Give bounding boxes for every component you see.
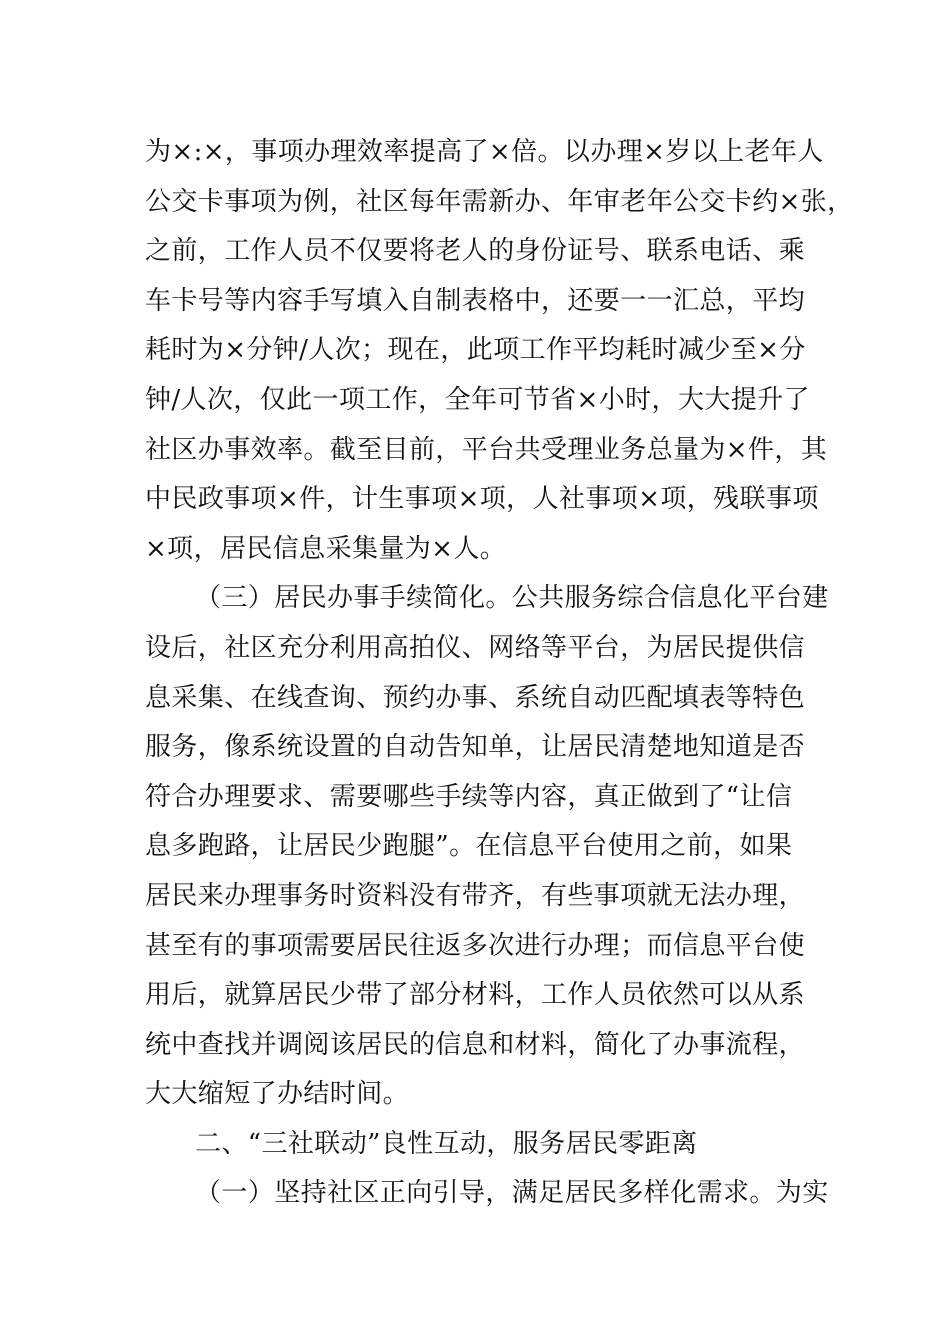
text-line: 甚至有的事项需要居民往返多次进行办理；而信息平台使 — [145, 930, 806, 961]
paragraph-heading-line: （一）坚持社区正向引导，满足居民多样化需求。为实 — [195, 1178, 829, 1209]
text-line: 为×:×，事项办理效率提高了×倍。以办理×岁以上老年人 — [145, 137, 824, 167]
text-line: 耗时为×分钟/人次；现在，此项工作平均耗时减少至×分 — [145, 335, 806, 366]
text-line: 符合办理要求、需要哪些手续等内容，真正做到了“让信 — [145, 781, 793, 812]
text-line: ×项，居民信息采集量为×人。 — [145, 533, 507, 564]
text-line: 社区办事效率。截至目前，平台共受理业务总量为×件，其 — [145, 434, 828, 465]
text-line: 车卡号等内容手写填入自制表格中，还要一一汇总，平均 — [145, 285, 806, 316]
text-line: 用后，就算居民少带了部分材料，工作人员依然可以从系 — [145, 980, 806, 1011]
text-line: 公交卡事项为例，社区每年需新办、年审老年公交卡约×张， — [145, 186, 854, 217]
text-line: 服务，像系统设置的自动告知单，让居民清楚地知道是否 — [145, 732, 806, 763]
text-line: 钟/人次，仅此一项工作，全年可节省×小时，大大提升了 — [145, 384, 810, 415]
section-heading: 二、“三社联动”良性互动，服务居民零距离 — [195, 1128, 698, 1159]
document-body — [145, 128, 854, 1219]
text-line: 统中查找并调阅该居民的信息和材料，简化了办事流程， — [145, 1029, 806, 1060]
text-line: 居民来办理事务时资料没有带齐，有些事项就无法办理， — [145, 880, 806, 911]
text-line: 大大缩短了办结时间。 — [145, 1079, 410, 1110]
text-line: 之前，工作人员不仅要将老人的身份证号、联系电话、乘 — [145, 236, 806, 267]
paragraph-heading-line: （三）居民办事手续简化。公共服务综合信息化平台建 — [195, 583, 829, 614]
text-line: 中民政事项×件，计生事项×项，人社事项×项，残联事项 — [145, 484, 819, 515]
text-line: 设后，社区充分利用高拍仪、网络等平台，为居民提供信 — [145, 632, 806, 663]
text-line: 息多跑路，让居民少跑腿”。在信息平台使用之前，如果 — [145, 831, 793, 862]
text-line: 息采集、在线查询、预约办事、系统自动匹配填表等特色 — [145, 682, 806, 713]
